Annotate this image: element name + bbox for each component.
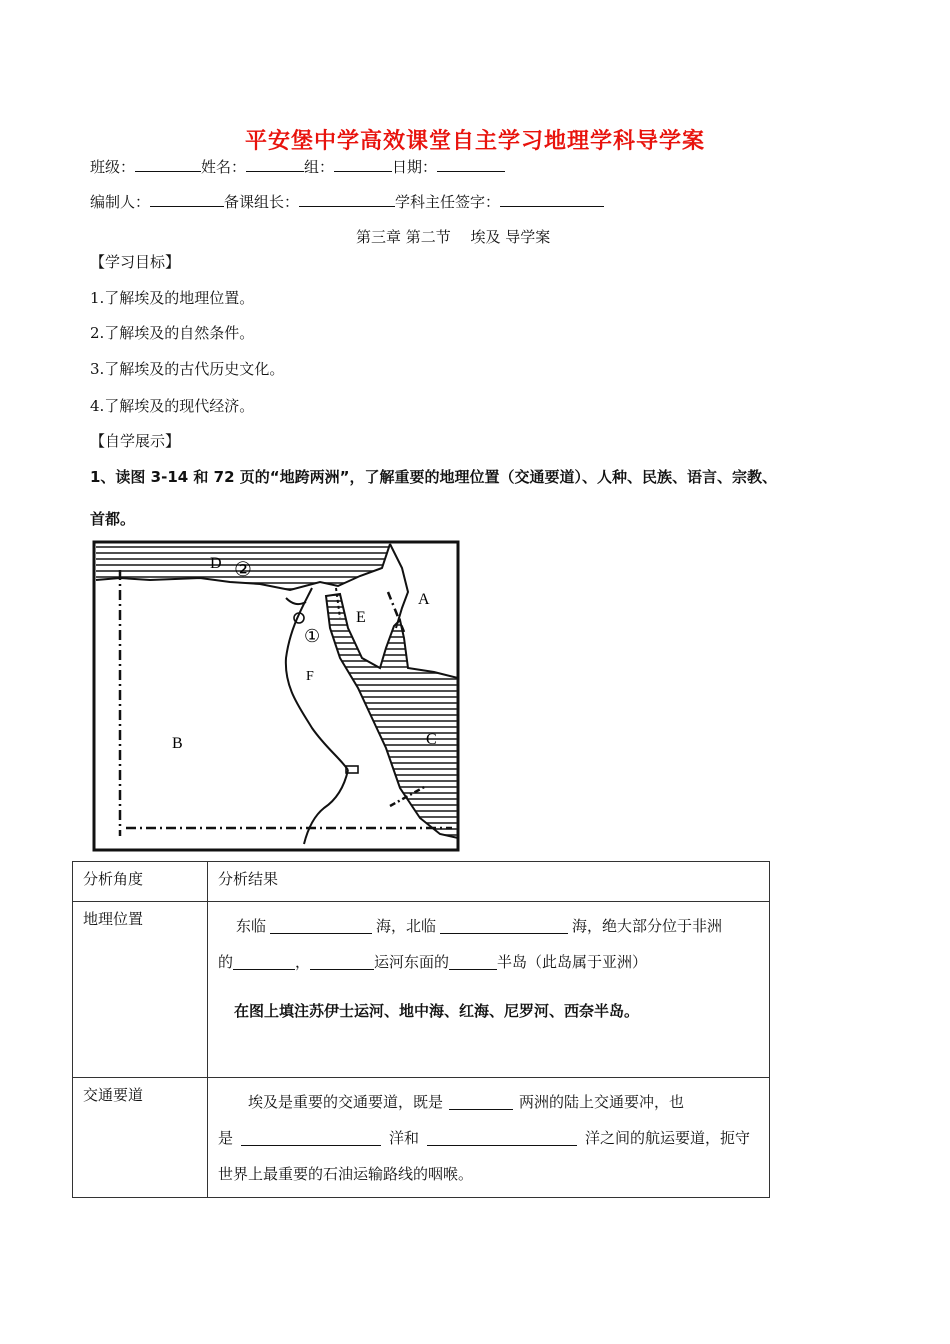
map-label-e: E (356, 609, 366, 626)
peninsula-blank[interactable] (449, 953, 497, 970)
editor-label: 编制人： (90, 193, 151, 211)
transport-line-2: 是 洋和 洋之间的航运要道，扼守 (218, 1129, 751, 1147)
info-line-2 (90, 191, 604, 212)
director-label: 学科主任签字： (395, 193, 501, 211)
map-label-1: ① (304, 626, 321, 647)
group-blank[interactable] (334, 157, 392, 172)
director-blank[interactable] (500, 192, 604, 207)
goal-item: 2.了解埃及的自然条件。 (90, 324, 255, 342)
header-angle: 分析角度 (73, 862, 208, 902)
continents-blank[interactable] (449, 1093, 513, 1110)
east-sea-blank[interactable] (270, 917, 372, 934)
header-result: 分析结果 (208, 862, 770, 902)
map-label-d: D (210, 555, 222, 572)
red-sea (326, 594, 458, 838)
map-label-2: ② (234, 557, 252, 581)
map-label-f: F (306, 669, 314, 684)
leader-label: 备课组长： (224, 193, 300, 211)
row-label-location: 地理位置 (73, 902, 208, 1078)
goal-item: 3.了解埃及的古代历史文化。 (90, 360, 285, 378)
table-row-location (73, 902, 770, 1078)
date-blank[interactable] (437, 157, 505, 172)
egypt-map (90, 538, 462, 854)
north-sea-blank[interactable] (440, 917, 568, 934)
goals-heading: 【学习目标】 (90, 253, 181, 271)
class-blank[interactable] (135, 157, 201, 172)
name-label: 姓名： (201, 158, 247, 176)
editor-blank[interactable] (150, 192, 224, 207)
analysis-table (72, 861, 770, 1198)
row-label-transport: 交通要道 (73, 1078, 208, 1198)
name-blank[interactable] (246, 157, 304, 172)
map-instruction: 在图上填注苏伊士运河、地中海、红海、尼罗河、西奈半岛。 (234, 1002, 640, 1020)
leader-blank[interactable] (299, 192, 395, 207)
map-label-c: C (426, 731, 437, 748)
map-label-a: A (418, 591, 430, 608)
class-label: 班级： (90, 158, 136, 176)
question-1-line-2: 首都。 (90, 510, 136, 528)
goal-item: 4.了解埃及的现代经济。 (90, 397, 255, 415)
nile-south (304, 770, 348, 844)
goal-item: 1.了解埃及的地理位置。 (90, 289, 255, 307)
sinai-coast (390, 544, 408, 628)
transport-line-3: 世界上最重要的石油运输路线的咽喉。 (218, 1165, 474, 1183)
table-header-row (73, 862, 770, 902)
ocean-1-blank[interactable] (241, 1129, 381, 1146)
map-label-b: B (172, 735, 183, 752)
ocean-2-blank[interactable] (427, 1129, 577, 1146)
table-row-transport (73, 1078, 770, 1198)
part-blank[interactable] (233, 953, 295, 970)
group-label: 组： (304, 158, 335, 176)
page-title: 平安堡中学高效课堂自主学习地理学科导学案 (244, 129, 705, 154)
transport-line-1: 埃及是重要的交通要道，既是 两洲的陆上交通要冲，也 (248, 1093, 685, 1111)
row-content-transport (208, 1078, 770, 1198)
question-1-line-1: 1、读图 3-14 和 72 页的“地跨两洲”，了解重要的地理位置（交通要道）、人种、民族、语言、宗教、 (90, 468, 777, 486)
nile-delta (286, 598, 306, 604)
info-line-1 (90, 156, 505, 177)
row-content-location (208, 902, 770, 1078)
chapter-heading: 第三章 第二节 埃及 导学案 (356, 228, 551, 246)
canal-blank[interactable] (310, 953, 374, 970)
date-label: 日期： (392, 158, 438, 176)
location-line-2: 的 ， 运河东面的 半岛（此岛属于亚洲） (218, 953, 648, 971)
self-study-heading: 【自学展示】 (90, 432, 181, 450)
location-line-1: 东临 海，北临 海，绝大部分位于非洲 (236, 917, 723, 935)
